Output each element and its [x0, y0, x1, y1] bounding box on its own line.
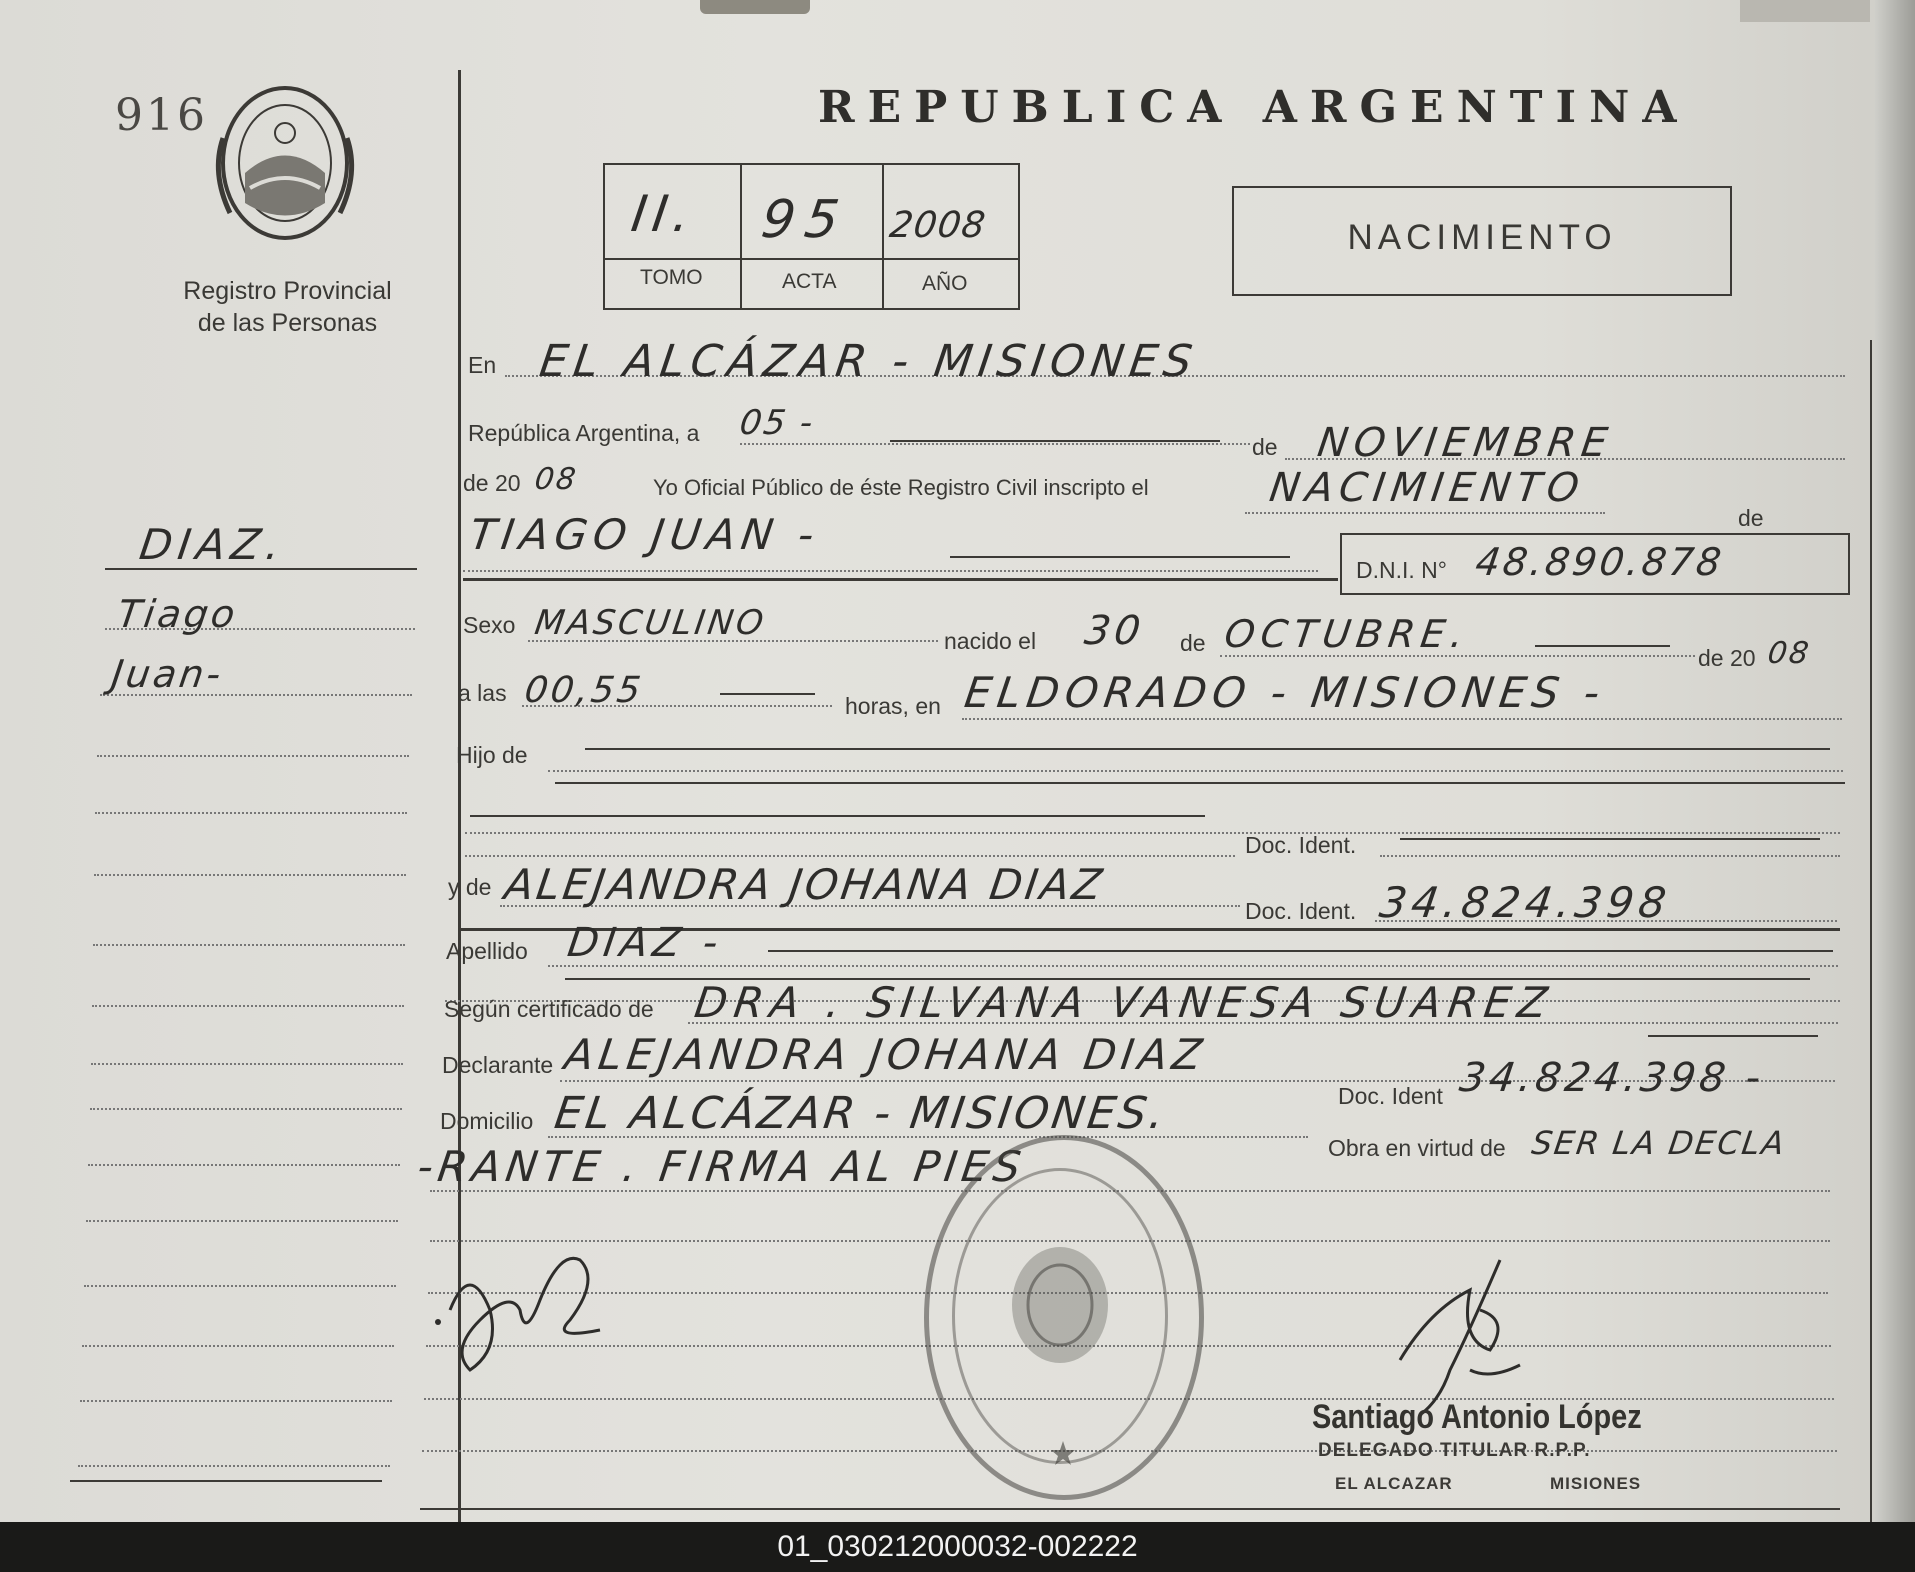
- form-line: [1648, 1035, 1818, 1037]
- dia-value: 05 -: [737, 403, 818, 443]
- form-line: [950, 556, 1290, 558]
- stamp-star-icon: [1050, 1440, 1076, 1466]
- margin-line: [90, 1108, 402, 1110]
- de20-label-2: de 20: [1698, 645, 1756, 671]
- seal-number: 916: [115, 90, 208, 141]
- sexo-value: MASCULINO: [532, 603, 769, 643]
- form-line: [548, 965, 1838, 967]
- margin-line: [97, 755, 409, 757]
- registry-line-1: Registro Provincial: [183, 277, 392, 305]
- mes-value: NOVIEMBRE: [1314, 420, 1617, 466]
- margin-line: [70, 1480, 382, 1482]
- apellido-label: Apellido: [446, 938, 528, 964]
- anio-field: 08: [532, 462, 580, 497]
- domicilio-label: Domicilio: [440, 1108, 534, 1134]
- domicilio-value: EL ALCÁZAR - MISIONES.: [551, 1088, 1171, 1139]
- act-type: NACIMIENTO: [1347, 218, 1617, 257]
- declarante-doc: 34.824.398 -: [1456, 1055, 1768, 1101]
- divider: [740, 163, 742, 308]
- de20-label: de 20: [463, 470, 521, 496]
- margin-line: [80, 1400, 392, 1402]
- scan-footer: [0, 1522, 1915, 1572]
- binder-clip: [700, 0, 810, 14]
- obra-value-2: -RANTE . FIRMA AL PIES: [414, 1142, 1029, 1191]
- hijo-label: Hijo de: [456, 742, 528, 768]
- alas-label: a las: [458, 680, 507, 706]
- acto-value: NACIMIENTO: [1266, 465, 1588, 511]
- stamp-emblem-icon: [1005, 1240, 1115, 1370]
- anio-value: 2008: [887, 205, 989, 246]
- dni-value: 48.890.878: [1472, 540, 1727, 584]
- margin-line: [86, 1220, 398, 1222]
- form-line: [1245, 512, 1605, 514]
- registry-name: [155, 275, 420, 339]
- scan-code: 01_030212000032-002222: [777, 1530, 1138, 1563]
- margin-line: [84, 1285, 396, 1287]
- declarante-label: Declarante: [442, 1052, 554, 1078]
- margin-line: [88, 1164, 400, 1166]
- official-title: DELEGADO TITULAR R.P.P.: [1318, 1440, 1591, 1461]
- divider: [882, 163, 884, 308]
- obra-label: Obra en virtud de: [1328, 1135, 1506, 1161]
- apellido-value: DIAZ -: [564, 920, 726, 966]
- certificado-value: DRA . SILVANA VANESA SUAREZ: [691, 978, 1558, 1027]
- obra-value-1: SER LA DECLA: [1529, 1124, 1789, 1162]
- horas-label: horas, en: [845, 693, 941, 719]
- margin-given-1: Tiago: [114, 592, 241, 636]
- sexo-label: Sexo: [463, 612, 516, 638]
- certificado-label: Según certificado de: [444, 996, 654, 1022]
- declarant-signature: [430, 1240, 630, 1380]
- nac-mes: OCTUBRE.: [1221, 612, 1473, 656]
- nac-dia: 30: [1081, 608, 1148, 654]
- registry-line-2: de las Personas: [197, 309, 378, 337]
- lugar-value: ELDORADO - MISIONES -: [961, 668, 1609, 717]
- margin-line: [92, 1005, 404, 1007]
- form-right-border: [1870, 340, 1872, 1522]
- form-line: [740, 443, 1250, 445]
- de-label-3: de: [1180, 630, 1206, 656]
- form-line: [465, 855, 1235, 857]
- acta-caption: ACTA: [782, 270, 837, 293]
- en-label: En: [468, 352, 497, 378]
- docident-label-1: Doc. Ident.: [1245, 832, 1357, 858]
- official-signature: [1370, 1250, 1550, 1420]
- form-line: [890, 440, 1220, 442]
- de-label-2: de: [1738, 505, 1764, 531]
- republica-label: República Argentina, a: [468, 420, 700, 446]
- official-name: Santiago Antonio López: [1312, 1398, 1642, 1436]
- margin-line: [94, 874, 406, 876]
- form-line: [555, 782, 1845, 784]
- form-line: [720, 693, 815, 695]
- binder-clip-right: [1740, 0, 1870, 22]
- divider: [603, 258, 1018, 260]
- margin-line: [91, 1063, 403, 1065]
- oficial-label: Yo Oficial Público de éste Registro Civil inscripto el: [653, 475, 1149, 500]
- tomo-value: II.: [627, 185, 700, 243]
- madre-doc: 34.824.398: [1376, 878, 1674, 927]
- acta-value: 95: [757, 190, 853, 250]
- form-line: [465, 832, 1840, 834]
- form-line: [585, 748, 1830, 750]
- margin-line: [82, 1345, 394, 1347]
- page-edge: [1875, 0, 1915, 1522]
- official-province: MISIONES: [1550, 1474, 1642, 1493]
- dni-label: D.N.I. N°: [1356, 557, 1447, 583]
- de-label: de: [1252, 434, 1278, 460]
- margin-line: [95, 812, 407, 814]
- margin-given-2: Juan-: [108, 652, 227, 696]
- form-line: [470, 815, 1205, 817]
- nacido-label: nacido el: [944, 628, 1037, 654]
- form-line: [1535, 645, 1670, 647]
- form-line: [962, 718, 1842, 720]
- tomo-caption: TOMO: [640, 266, 703, 289]
- nac-anio: 08: [1765, 636, 1813, 671]
- en-value: EL ALCÁZAR - MISIONES: [536, 336, 1202, 387]
- margin-line: [78, 1465, 390, 1467]
- country-title: REPUBLICA ARGENTINA: [818, 82, 1690, 133]
- margin-line: [93, 944, 405, 946]
- madre-value: ALEJANDRA JOHANA DIAZ: [501, 860, 1108, 909]
- official-city: EL ALCAZAR: [1335, 1474, 1453, 1493]
- form-line: [1400, 838, 1820, 840]
- nombre-value: TIAGO JUAN -: [466, 510, 823, 559]
- hora-value: 00,55: [522, 670, 646, 711]
- form-line: [768, 950, 1833, 952]
- provincial-seal-logo: [205, 78, 365, 248]
- form-line: [420, 1508, 1840, 1510]
- yde-label: y de: [448, 874, 492, 900]
- docident-label-3: Doc. Ident: [1338, 1083, 1443, 1109]
- margin-surname: DIAZ.: [136, 520, 290, 569]
- form-line: [463, 570, 1318, 572]
- form-line: [1380, 855, 1840, 857]
- section-line: [463, 578, 1338, 581]
- form-line: [548, 770, 1843, 772]
- docident-label-2: Doc. Ident.: [1245, 898, 1357, 924]
- declarante-value: ALEJANDRA JOHANA DIAZ: [561, 1030, 1210, 1079]
- anio-caption: AÑO: [922, 272, 968, 295]
